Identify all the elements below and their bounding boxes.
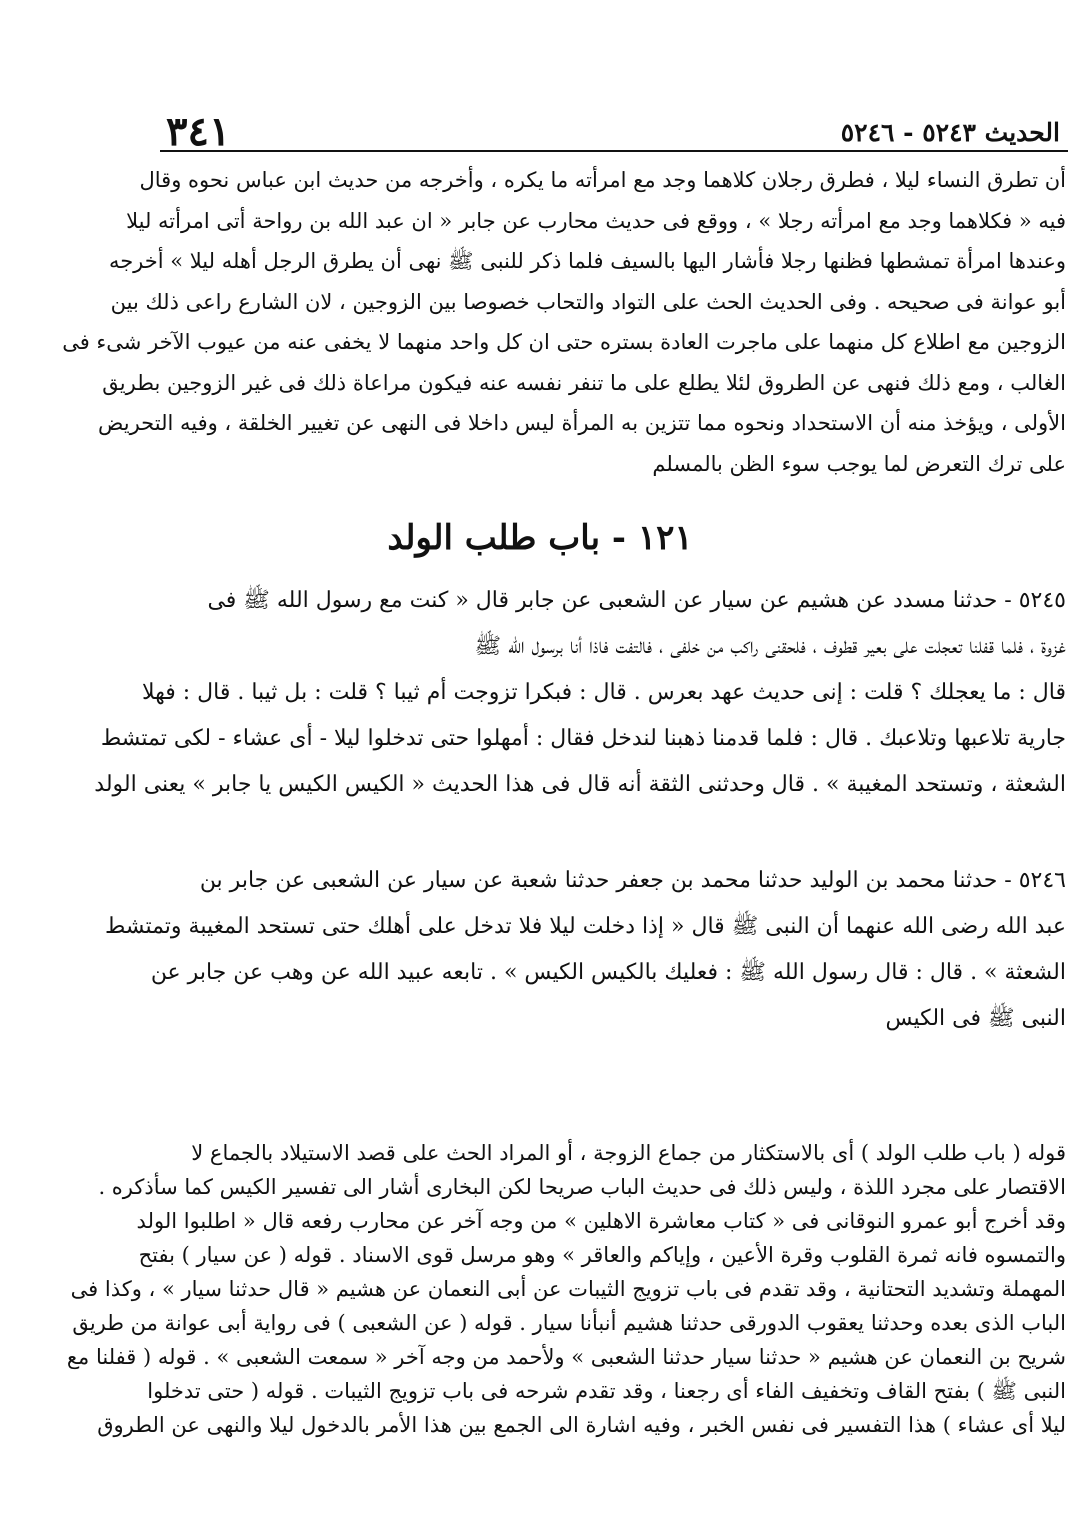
text-line: الباب الذى بعده وحدثنا يعقوب الدورقى حدثنا هشيم أنبأنا سيار . قوله ( عن الشعبى ) فى رواية أبى عوانة من طريق bbox=[72, 1311, 1066, 1335]
chapter-heading: ١٢١ - باب طلب الولد bbox=[387, 518, 693, 558]
text-line: الزوجين مع اطلاع كل منهما على ماجرت العادة بستره حتى ان كل واحد منهما لا يخفى عنه من عيوب الآخر شىء فى bbox=[62, 330, 1066, 354]
text-line: عبد الله رضى الله عنهما أن النبى ﷺ قال « إذا دخلت ليلا فلا تدخل على أهلك حتى تستحد المغيبة وتمتشط bbox=[104, 914, 1066, 939]
text-line: وعندها امرأة تمشطها فظنها رجلا فأشار اليها بالسيف فلما ذكر للنبى ﷺ نهى أن يطرق الرجل أهله ليلا » أخرجه bbox=[108, 249, 1066, 273]
text-line: قال : ما يعجلك ؟ قلت : إنى حديث عهد بعرس . قال : فبكرا تزوجت أم ثيبا ؟ قلت : بل ثيبا . قال : فهلا bbox=[141, 680, 1066, 705]
text-line: ٥٢٤٦ - حدثنا محمد بن الوليد حدثنا محمد بن جعفر حدثنا شعبة عن سيار عن الشعبى عن جابر بن bbox=[199, 868, 1066, 893]
text-line: وقد أخرج أبو عمرو النوقانى فى « كتاب معاشرة الاهلين » من وجه آخر عن محارب رفعه قال « اطلبوا الولد bbox=[136, 1209, 1066, 1233]
text-line: قوله ( باب طلب الولد ) أى بالاستكثار من جماع الزوجة ، أو المراد الحث على قصد الاستيلاد بالجماع لا bbox=[191, 1141, 1066, 1165]
hadith-5246 bbox=[8, 858, 1066, 1042]
text-line: الغالب ، ومع ذلك فنهى عن الطروق لئلا يطلع على ما تنفر نفسه عنه فيكون مراعاة ذلك فى غير الزوجين بطريق bbox=[102, 370, 1066, 395]
text-line: شريح بن النعمان عن هشيم « حدثنا سيار حدثنا الشعبى » ولأحمد من وجه آخر « سمعت الشعبى » . قوله ( قفلنا مع bbox=[66, 1345, 1066, 1369]
commentary-bottom bbox=[8, 1136, 1066, 1442]
text-line: النبى ﷺ ) بفتح القاف وتخفيف الفاء أى رجعنا ، وقد تقدم شرحه فى باب تزويج الثيبات . قوله ( حتى تدخلوا bbox=[147, 1379, 1066, 1403]
text-line: ليلا أى عشاء ) هذا التفسير فى نفس الخبر ، وفيه اشارة الى الجمع بين هذا الأمر بالدخول ليلا والنهى عن الطروق bbox=[97, 1413, 1066, 1437]
text-line: ٥٢٤٥ - حدثنا مسدد عن هشيم عن سيار عن الشعبى عن جابر قال « كنت مع رسول الله ﷺ فى bbox=[207, 588, 1066, 613]
text-line: والتمسوه فانه ثمرة القلوب وقرة الأعين ، وإياكم والعاقر » وهو مرسل قوى الاسناد . قوله ( عن سيار ) بفتح bbox=[138, 1243, 1066, 1267]
page-number: ٣٤١ bbox=[166, 108, 231, 155]
text-line: الأولى ، ويؤخذ منه أن الاستحداد ونحوه مما تتزين به المرأة ليس داخلا فى النهى عن تغيير الخلقة ، وفيه التحريض bbox=[98, 411, 1066, 435]
text-line: الشعثة ، وتستحد المغيبة » . قال وحدثنى الثقة أنه قال فى هذا الحديث « الكيس الكيس يا جابر » يعنى الولد bbox=[94, 772, 1066, 797]
text-line: جارية تلاعبها وتلاعبك . قال : فلما قدمنا ذهبنا لندخل فقال : أمهلوا حتى تدخلوا ليلا - أى عشاء - لكى تمتشط bbox=[100, 726, 1066, 751]
text-line: الشعثة » . قال : قال رسول الله ﷺ : فعليك بالكيس الكيس » . تابعه عبيد الله عن وهب عن جابر عن bbox=[150, 960, 1066, 985]
text-line: المهملة وتشديد التحتانية ، وقد تقدم فى باب تزويج الثيبات عن أبى النعمان عن هشيم « قال حدثنا سيار » ، وكذا فى bbox=[70, 1277, 1066, 1301]
text-line: النبى ﷺ فى الكيس bbox=[885, 1006, 1066, 1031]
header-rule bbox=[160, 150, 1068, 152]
running-title: الحديث ٥٢٤٣ - ٥٢٤٦ bbox=[840, 118, 1060, 147]
text-line: الاقتصار على مجرد اللذة ، وليس ذلك فى حديث الباب صريحا لكن البخارى أشار الى تفسير الكيس كما سأذكره . bbox=[98, 1175, 1066, 1199]
text-line: غزوة ، فلما قفلنا تعجلت على بعير قطوف ، فلحقنى راكب من خلفى ، فالتفت فاذا أنا برسول الله ﷺ bbox=[474, 634, 1066, 659]
text-line: أن تطرق النساء ليلا ، فطرق رجلان كلاهما وجد مع امرأته ما يكره ، وأخرجه من حديث ابن عباس نحوه وقال bbox=[139, 168, 1066, 192]
hadith-5245 bbox=[8, 578, 1066, 808]
commentary-top bbox=[8, 160, 1066, 484]
text-line: على ترك التعرض لما يوجب سوء الظن بالمسلم bbox=[652, 451, 1066, 476]
text-line: فيه « فكلاهما وجد مع امرأته رجلا » ، ووقع فى حديث محارب عن جابر « ان عبد الله بن رواحة أتى امرأته ليلا bbox=[126, 208, 1066, 233]
text-line: أبو عوانة فى صحيحه . وفى الحديث الحث على التواد والتحاب خصوصا بين الزوجين ، لان الشارع راعى ذلك بين bbox=[110, 289, 1066, 314]
